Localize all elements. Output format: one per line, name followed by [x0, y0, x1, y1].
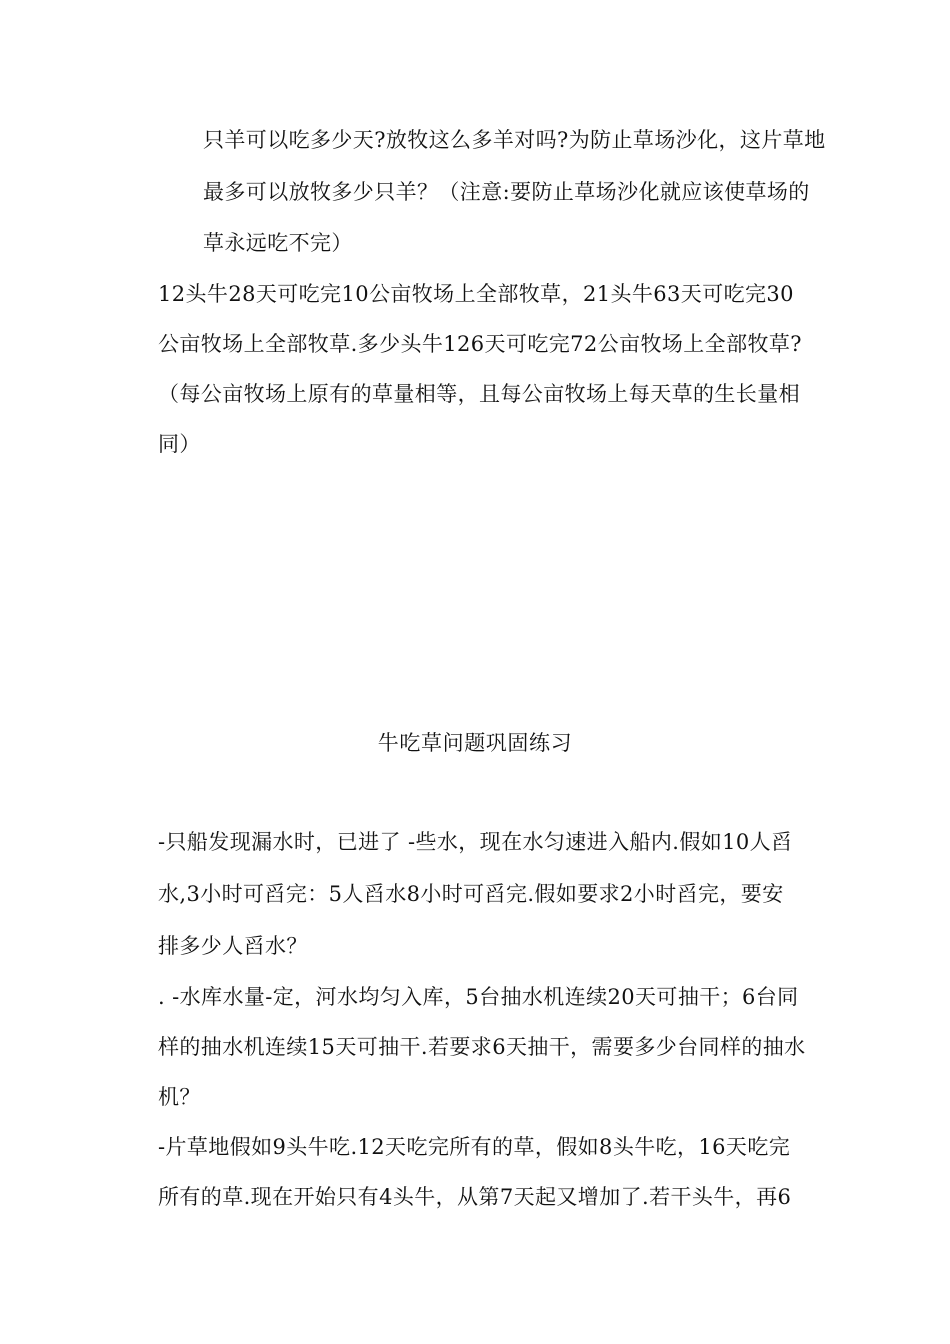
text-line: 最多可以放牧多少只羊？（注意:要防止草场沙化就应该使草场的: [203, 180, 810, 204]
text-line: 公亩牧场上全部牧草.多少头牛126天可吃完72公亩牧场上全部牧草?: [158, 332, 802, 356]
text-line: 草永远吃不完）: [203, 231, 353, 255]
section-title: 牛吃草问题巩固练习: [377, 731, 573, 755]
text-line: 12头牛28天可吃完10公亩牧场上全部牧草，21头牛63天可吃完30: [158, 282, 794, 306]
text-line: 只羊可以吃多少天?放牧这么多羊对吗?为防止草场沙化，这片草地: [203, 128, 826, 152]
text-line: . -水库水量-定，河水均匀入库，5台抽水机连续20天可抽干；6台同: [158, 985, 799, 1009]
text-line: 同）: [158, 432, 201, 456]
text-line: 排多少人舀水？: [158, 934, 308, 958]
text-line: 样的抽水机连续15天可抽干.若要求6天抽干，需要多少台同样的抽水: [158, 1035, 806, 1059]
text-line: 所有的草.现在开始只有4头牛，从第7天起又增加了.若干头牛，再6: [158, 1185, 792, 1209]
text-line: 水,3小时可舀完：5人舀水8小时可舀完.假如要求2小时舀完，要安: [158, 882, 784, 906]
text-line: （每公亩牧场上原有的草量相等，且每公亩牧场上每天草的生长量相: [158, 382, 800, 406]
text-line: 机？: [158, 1085, 201, 1109]
text-line: -片草地假如9头牛吃.12天吃完所有的草，假如8头牛吃，16天吃完: [158, 1135, 791, 1159]
text-line: -只船发现漏水时，已进了 -些水，现在水匀速进入船内.假如10人舀: [158, 830, 793, 854]
